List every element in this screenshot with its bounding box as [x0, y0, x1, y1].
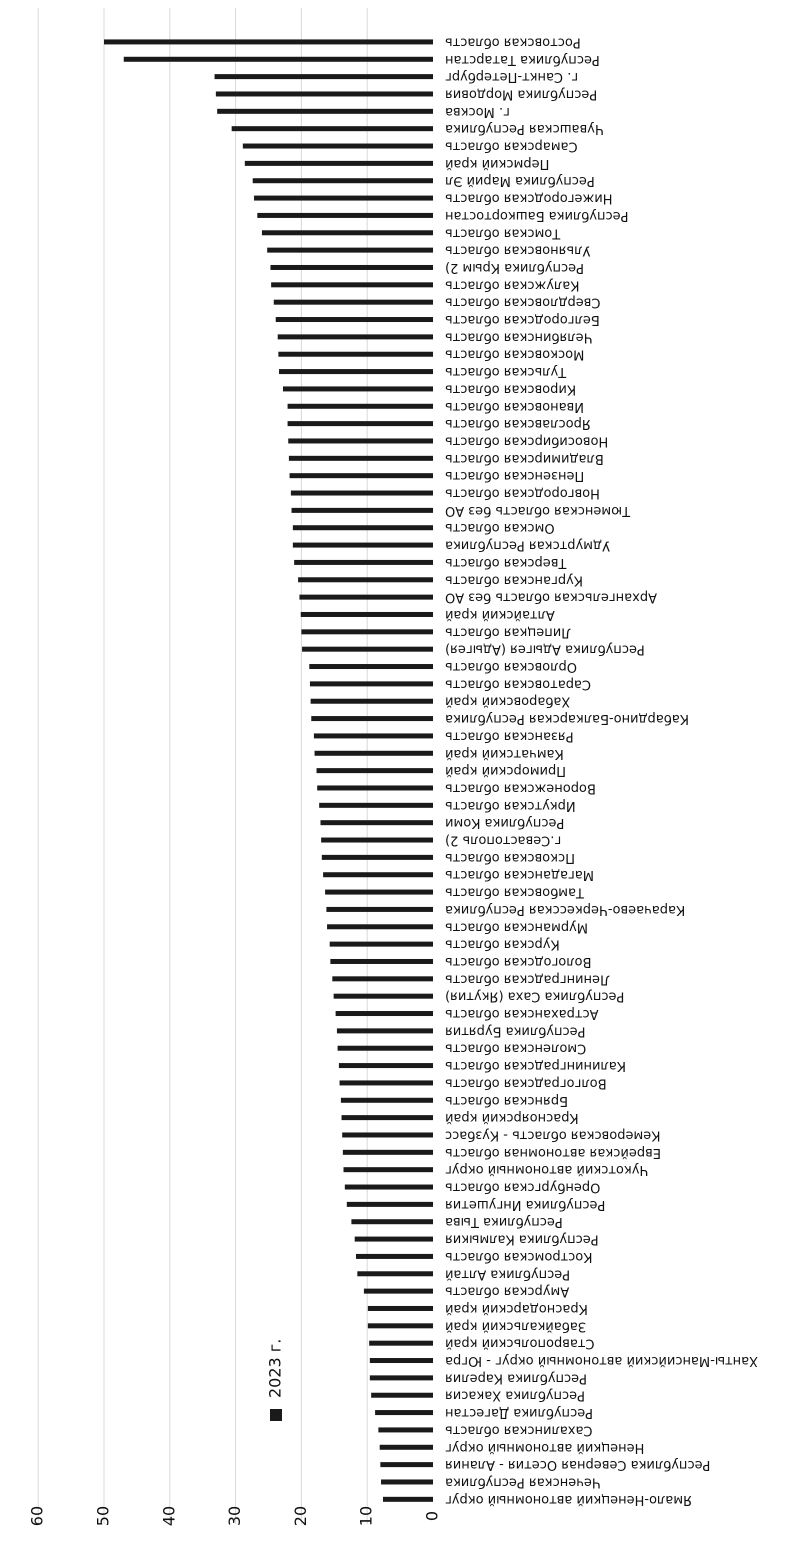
x-tick-label: 10: [356, 1505, 376, 1527]
bar: [267, 248, 433, 253]
bar: [291, 491, 433, 496]
category-label: Республика Саха (Якутия): [445, 988, 625, 1004]
bar: [257, 213, 433, 218]
bar: [292, 508, 433, 513]
category-label: Республика Татарстан: [445, 51, 600, 67]
bar: [311, 716, 433, 721]
bar: [364, 1289, 433, 1294]
bar: [310, 681, 433, 686]
bar: [332, 976, 433, 981]
bar: [276, 317, 433, 322]
category-label: Орловская область: [445, 659, 577, 675]
bar: [311, 699, 433, 704]
category-label: Самарская область: [445, 138, 578, 154]
bar: [270, 265, 433, 270]
category-label: Республика Ингушетия: [445, 1196, 606, 1212]
bar: [325, 890, 433, 895]
bar: [334, 994, 433, 999]
bar: [315, 751, 433, 756]
category-label: Тамбовская область: [445, 884, 584, 900]
bar: [254, 196, 433, 201]
category-label: Нижегородская область: [445, 190, 613, 206]
category-label: Воронежская область: [445, 780, 596, 796]
bars: [104, 39, 433, 1501]
category-label: Калининградская область: [445, 1058, 626, 1074]
bar: [338, 1046, 433, 1051]
category-label: Тверская область: [445, 554, 567, 570]
bar: [262, 230, 433, 235]
category-label: Ханты-Мансийский автономный округ - Югра: [445, 1353, 759, 1369]
category-label: Республика Башкортостан: [445, 207, 629, 223]
category-label: Ульяновская область: [445, 242, 591, 258]
category-label: Липецкая область: [445, 624, 571, 640]
category-label: Краснодарский край: [445, 1300, 588, 1316]
category-label: Ставропольский край: [445, 1335, 595, 1351]
category-label: Республика Крым 2): [445, 259, 584, 275]
category-label: г. Санкт-Петербург: [445, 69, 579, 85]
category-label: Пермский край: [445, 155, 550, 171]
bar: [327, 924, 433, 929]
category-label: Волгоградская область: [445, 1075, 607, 1091]
category-label: Хабаровский край: [445, 693, 571, 709]
bar: [283, 386, 433, 391]
x-axis-ticks: [28, 1506, 442, 1526]
bar: [339, 1063, 433, 1068]
x-tick-label: 20: [290, 1505, 310, 1527]
bar: [278, 352, 433, 357]
bar: [336, 1011, 433, 1016]
bar: [288, 438, 433, 443]
bar: [294, 560, 433, 565]
bar: [302, 647, 433, 652]
category-label: Кировская область: [445, 381, 577, 397]
category-label: г.Севастополь 2): [445, 832, 562, 848]
category-label: Иркутская область: [445, 797, 576, 813]
bar: [124, 57, 433, 62]
category-label: Республика Алтай: [445, 1266, 571, 1282]
bar: [299, 595, 433, 600]
bar: [356, 1254, 433, 1259]
category-label: Белгородская область: [445, 312, 600, 328]
bar: [369, 1341, 433, 1346]
bar: [317, 768, 433, 773]
bar: [217, 109, 433, 114]
bar: [243, 144, 433, 149]
bar: [344, 1167, 433, 1172]
bar: [321, 838, 433, 843]
category-label: Саратовская область: [445, 676, 591, 692]
bar: [274, 300, 433, 305]
category-label: Красноярский край: [445, 1110, 579, 1126]
category-label: Ивановская область: [445, 398, 585, 414]
category-label: Республика Мордовия: [445, 86, 598, 102]
category-label: Омская область: [445, 520, 555, 536]
category-label: Ненецкий автономный округ: [445, 1439, 645, 1455]
bar: [215, 74, 433, 79]
bar: [351, 1219, 433, 1224]
category-label: Тюменская область без АО: [445, 502, 631, 518]
bar: [337, 1028, 433, 1033]
category-label: Псковская область: [445, 849, 575, 865]
bar: [290, 473, 433, 478]
category-label: Чувашская Республика: [445, 121, 604, 137]
category-label: Томская область: [445, 225, 561, 241]
bar: [383, 1497, 433, 1502]
bar: [375, 1410, 433, 1415]
bar: [343, 1150, 433, 1155]
bar: [355, 1237, 433, 1242]
category-label: Сахалинская область: [445, 1422, 593, 1438]
x-tick-label: 50: [93, 1505, 113, 1527]
bar: [104, 39, 433, 44]
category-label: Мурманская область: [445, 919, 588, 935]
bar: [368, 1323, 433, 1328]
category-label: Курская область: [445, 936, 560, 952]
bar: [370, 1358, 433, 1363]
bar: [368, 1306, 433, 1311]
bar: [293, 543, 433, 548]
bar: [345, 1185, 433, 1190]
category-label: Чукотский автономный округ: [445, 1162, 649, 1178]
bar: [309, 664, 433, 669]
category-label: Тульская область: [445, 364, 567, 380]
legend-label: 2023 г.: [265, 1338, 285, 1398]
category-label: Ростовская область: [445, 34, 581, 50]
category-label: Амурская область: [445, 1283, 570, 1299]
category-label: Рязанская область: [445, 728, 574, 744]
legend-swatch: [270, 1409, 282, 1421]
bar: [314, 733, 433, 738]
category-label: Кемеровская область - Кузбасс: [445, 1127, 661, 1143]
bar: [370, 1375, 433, 1380]
x-tick-label: 30: [225, 1505, 245, 1527]
category-label: Республика Северная Осетия - Алания: [445, 1457, 711, 1473]
bar: [278, 334, 433, 339]
x-tick-label: 40: [159, 1505, 179, 1527]
category-label: Владимирская область: [445, 450, 604, 466]
category-label: Магаданская область: [445, 867, 594, 883]
category-label: Новгородская область: [445, 485, 600, 501]
category-label: Кабардино-Балкарская Республика: [445, 711, 689, 727]
bar: [326, 907, 433, 912]
bar: [245, 161, 433, 166]
category-label: г. Москва: [445, 103, 510, 119]
category-label: Республика Калмыкия: [445, 1231, 599, 1247]
bar: [371, 1393, 433, 1398]
category-label: Республика Дагестан: [445, 1405, 594, 1421]
category-label: Удмуртская Республика: [445, 537, 610, 553]
category-label: Республика Тыва: [445, 1214, 563, 1230]
category-label: Республика Коми: [445, 815, 565, 831]
category-label: Камчатский край: [445, 745, 564, 761]
category-label: Вологодская область: [445, 953, 592, 969]
bar: [293, 525, 433, 530]
legend: [266, 1339, 285, 1421]
category-label: Забайкальский край: [445, 1318, 587, 1334]
bar: [340, 1080, 433, 1085]
bar: [381, 1479, 433, 1484]
category-label: Республика Марий Эл: [445, 173, 595, 189]
category-label: Республика Хакасия: [445, 1387, 586, 1403]
category-label: Калужская область: [445, 277, 580, 293]
category-label: Республика Карелия: [445, 1370, 587, 1386]
bar: [342, 1115, 433, 1120]
bar: [288, 421, 433, 426]
bar: [320, 820, 433, 825]
bar: [380, 1445, 433, 1450]
bar: [301, 612, 433, 617]
bar: [330, 942, 433, 947]
bar: [341, 1098, 433, 1103]
category-label: Курганская область: [445, 572, 584, 588]
bar: [288, 404, 433, 409]
bar: [253, 178, 433, 183]
category-label: Оренбургская область: [445, 1179, 601, 1195]
category-label: Пензенская область: [445, 468, 585, 484]
category-label: Ямало-Ненецкий автономный округ: [445, 1491, 693, 1507]
x-tick-label: 60: [27, 1505, 47, 1527]
bar: [317, 785, 433, 790]
category-label: Смоленская область: [445, 1040, 587, 1056]
category-label: Ярославская область: [445, 416, 591, 432]
category-labels: [445, 34, 758, 1506]
bar: [301, 629, 433, 634]
category-label: Свердловская область: [445, 294, 601, 310]
category-label: Республика Адыгея (Адыгея): [445, 641, 645, 657]
category-label: Московская область: [445, 346, 585, 362]
category-label: Чеченская Республика: [445, 1474, 601, 1490]
bar: [322, 855, 433, 860]
category-label: Астраханская область: [445, 1006, 599, 1022]
x-tick-label: 0: [422, 1510, 442, 1522]
bar: [323, 872, 433, 877]
bar: [271, 282, 433, 287]
bar: [380, 1462, 433, 1467]
category-label: Алтайский край: [445, 606, 555, 622]
bar: [347, 1202, 433, 1207]
category-label: Челябинская область: [445, 329, 593, 345]
bar: [319, 803, 433, 808]
category-label: Карачаево-Черкесская Республика: [445, 901, 686, 917]
bar: [330, 959, 433, 964]
bar: [342, 1132, 433, 1137]
bar: [378, 1427, 433, 1432]
category-label: Республика Бурятия: [445, 1023, 586, 1039]
bar: [279, 369, 433, 374]
bar: [289, 456, 433, 461]
category-label: Костромская область: [445, 1248, 593, 1264]
bar: [232, 126, 433, 131]
category-label: Приморский край: [445, 763, 567, 779]
category-label: Новосибирская область: [445, 433, 609, 449]
category-label: Еврейская автономная область: [445, 1144, 661, 1160]
category-label: Архангельская область без АО: [445, 589, 657, 605]
bar: [298, 577, 433, 582]
bar: [216, 91, 433, 96]
category-label: Ленинградская область: [445, 971, 610, 987]
category-label: Брянская область: [445, 1092, 569, 1108]
bar: [357, 1271, 433, 1276]
